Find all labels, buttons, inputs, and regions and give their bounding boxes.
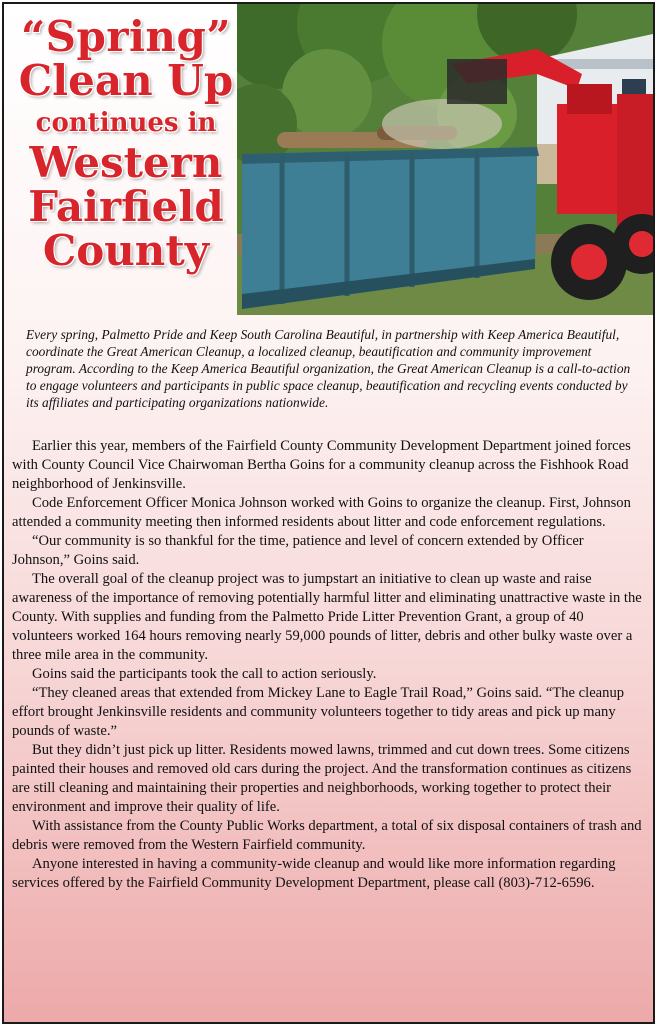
headline-line-2: Clean Up (18, 56, 234, 105)
body-paragraph: Anyone interested in having a community-wide cleanup and would like more information regarding services offered by the Fairfield Community Development Department, please call (803)-712-6596. (12, 856, 616, 891)
cleanup-photo (237, 4, 653, 315)
headline (4, 4, 248, 315)
body-paragraph: Goins said the participants took the call to action seriously. (32, 666, 377, 682)
body-paragraph: With assistance from the County Public Works department, a total of six disposal containers of trash and debris were removed from the Western Fairfield community. (12, 818, 642, 853)
photo-illustration (237, 4, 653, 315)
headline-line-5: Fairfield (28, 182, 224, 231)
body-paragraph: But they didn’t just pick up litter. Residents mowed lawns, trimmed and cut down trees. Some citizens painted their houses and removed old cars during the project. And the transformation continues as citizens are still cleaning and maintaining their properties and neighborhoods, working together to protect their environment and improve their quality of life. (12, 742, 632, 815)
body-paragraph: Code Enforcement Officer Monica Johnson worked with Goins to organize the cleanup. First, Johnson attended a community meeting then informed residents about litter and code enforcement regulations. (12, 495, 631, 530)
article-body (12, 437, 644, 893)
body-paragraph: The overall goal of the cleanup project was to jumpstart an initiative to clean up waste and raise awareness of the importance of removing potentially harmful litter and eliminating unattractive waste in the County. With supplies and funding from the Palmetto Pride Litter Prevention Grant, a group of 40 volunteers worked 164 hours removing nearly 59,000 pounds of litter, debris and other bulky waste over a three mile area in the community. (12, 571, 642, 663)
headline-line-4: Western (29, 138, 223, 187)
body-paragraph: “They cleaned areas that extended from Mickey Lane to Eagle Trail Road,” Goins said. “The cleanup effort brought Jenkinsville residents and community volunteers together to tidy areas and pick up many pounds of waste.” (12, 685, 625, 739)
body-paragraph: “Our community is so thankful for the time, patience and level of concern extended by Officer Johnson,” Goins said. (12, 533, 584, 568)
headline-line-1: “Spring” (20, 12, 231, 61)
article-frame (2, 2, 655, 1024)
body-paragraph: Earlier this year, members of the Fairfield County Community Development Department joined forces with County Council Vice Chairwoman Bertha Goins for a community cleanup across the Fishhook Road neighborhood of Jenkinsville. (12, 438, 631, 492)
intro-paragraph: Every spring, Palmetto Pride and Keep South Carolina Beautiful, in partnership with Keep America Beautiful, coordinate the Great American Cleanup, a localized cleanup, beautification and community improvement program. According to the Keep America Beautiful organization, the Great American Cleanup is a call-to-action to engage volunteers and participants in public space cleanup, beautification and recycling events conducted by its affiliates and participating organizations nationwide. (26, 327, 631, 410)
headline-line-6: County (42, 226, 210, 275)
headline-line-3: continues in (35, 108, 217, 138)
